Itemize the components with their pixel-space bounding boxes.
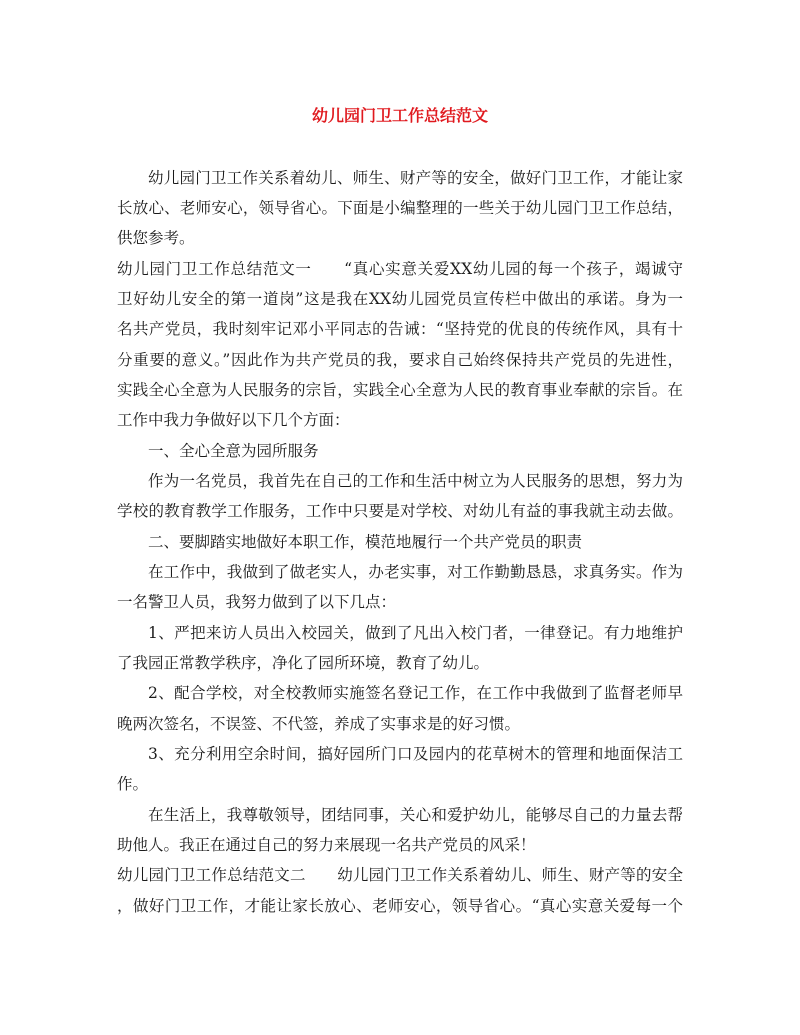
paragraph-line: 长放心、老师安心，领导省心。下面是小编整理的一些关于幼儿园门卫工作总结， [117,199,683,217]
paragraph-line: 幼儿园门卫工作总结范文一 “真心实意关爱XX幼儿园的每一个孩子，竭诚守 [117,260,683,278]
paragraph-line: 一名警卫人员，我努力做到了以下几点： [117,593,397,611]
paragraph-line: 2、配合学校，对全校教师实施签名登记工作，在工作中我做到了监督老师早 [148,684,683,702]
paragraph-line: 作为一名党员，我首先在自己的工作和生活中树立为人民服务的思想，努力为 [148,472,683,490]
paragraph-line: 晚两次签名，不误签、不代签，养成了实事求是的好习惯。 [117,715,521,733]
paragraph-line: 幼儿园门卫工作关系着幼儿、师生、财产等的安全，做好门卫工作，才能让家 [148,169,683,187]
paragraph-line: 幼儿园门卫工作总结范文二 幼儿园门卫工作关系着幼儿、师生、财产等的安全 [117,866,683,884]
paragraph-line: 在生活上，我尊敬领导，团结同事，关心和爱护幼儿，能够尽自己的力量去帮 [148,806,683,824]
paragraph-line: 3、充分利用空余时间，搞好园所门口及园内的花草树木的管理和地面保洁工 [148,745,683,763]
paragraph-line: 助他人。我正在通过自己的努力来展现一名共产党员的风采！ [117,836,536,854]
paragraph-line: 了我园正常教学秩序，净化了园所环境，教育了幼儿。 [117,654,490,672]
paragraph-line: 1、严把来访人员出入校园关，做到了凡出入校门者，一律登记。有力地维护 [148,624,683,642]
paragraph-line: 实践全心全意为人民服务的宗旨，实践全心全意为人民的教育事业奉献的宗旨。在 [117,381,683,399]
paragraph-line: 名共产党员，我时刻牢记邓小平同志的告诫：“坚持党的优良的传统作风，具有十 [117,320,683,338]
paragraph-line: 在工作中，我做到了做老实人，办老实事，对工作勤勤恳恳，求真务实。作为 [148,563,683,581]
paragraph-line: 供您参考。 [117,229,195,247]
document-title: 幼儿园门卫工作总结范文 [311,106,488,125]
paragraph-line: 分重要的意义。”因此作为共产党员的我，要求自己始终保持共产党员的先进性， [117,351,683,369]
section-heading: 一、全心全意为园所服务 [148,442,319,460]
paragraph-line: 工作中我力争做好以下几个方面： [117,411,350,429]
paragraph-line: 作。 [117,775,149,793]
paragraph-line: 学校的教育教学工作服务，工作中只要是对学校、对幼儿有益的事我就主动去做。 [117,502,683,520]
paragraph-line: ，做好门卫工作，才能让家长放心、老师安心，领导省心。“真心实意关爱每一个 [117,897,683,915]
paragraph-line: 卫好幼儿安全的第一道岗”这是我在XX幼儿园党员宣传栏中做出的承诺。身为一 [117,290,683,308]
section-heading: 二、要脚踏实地做好本职工作，模范地履行一个共产党员的职责 [148,533,583,551]
